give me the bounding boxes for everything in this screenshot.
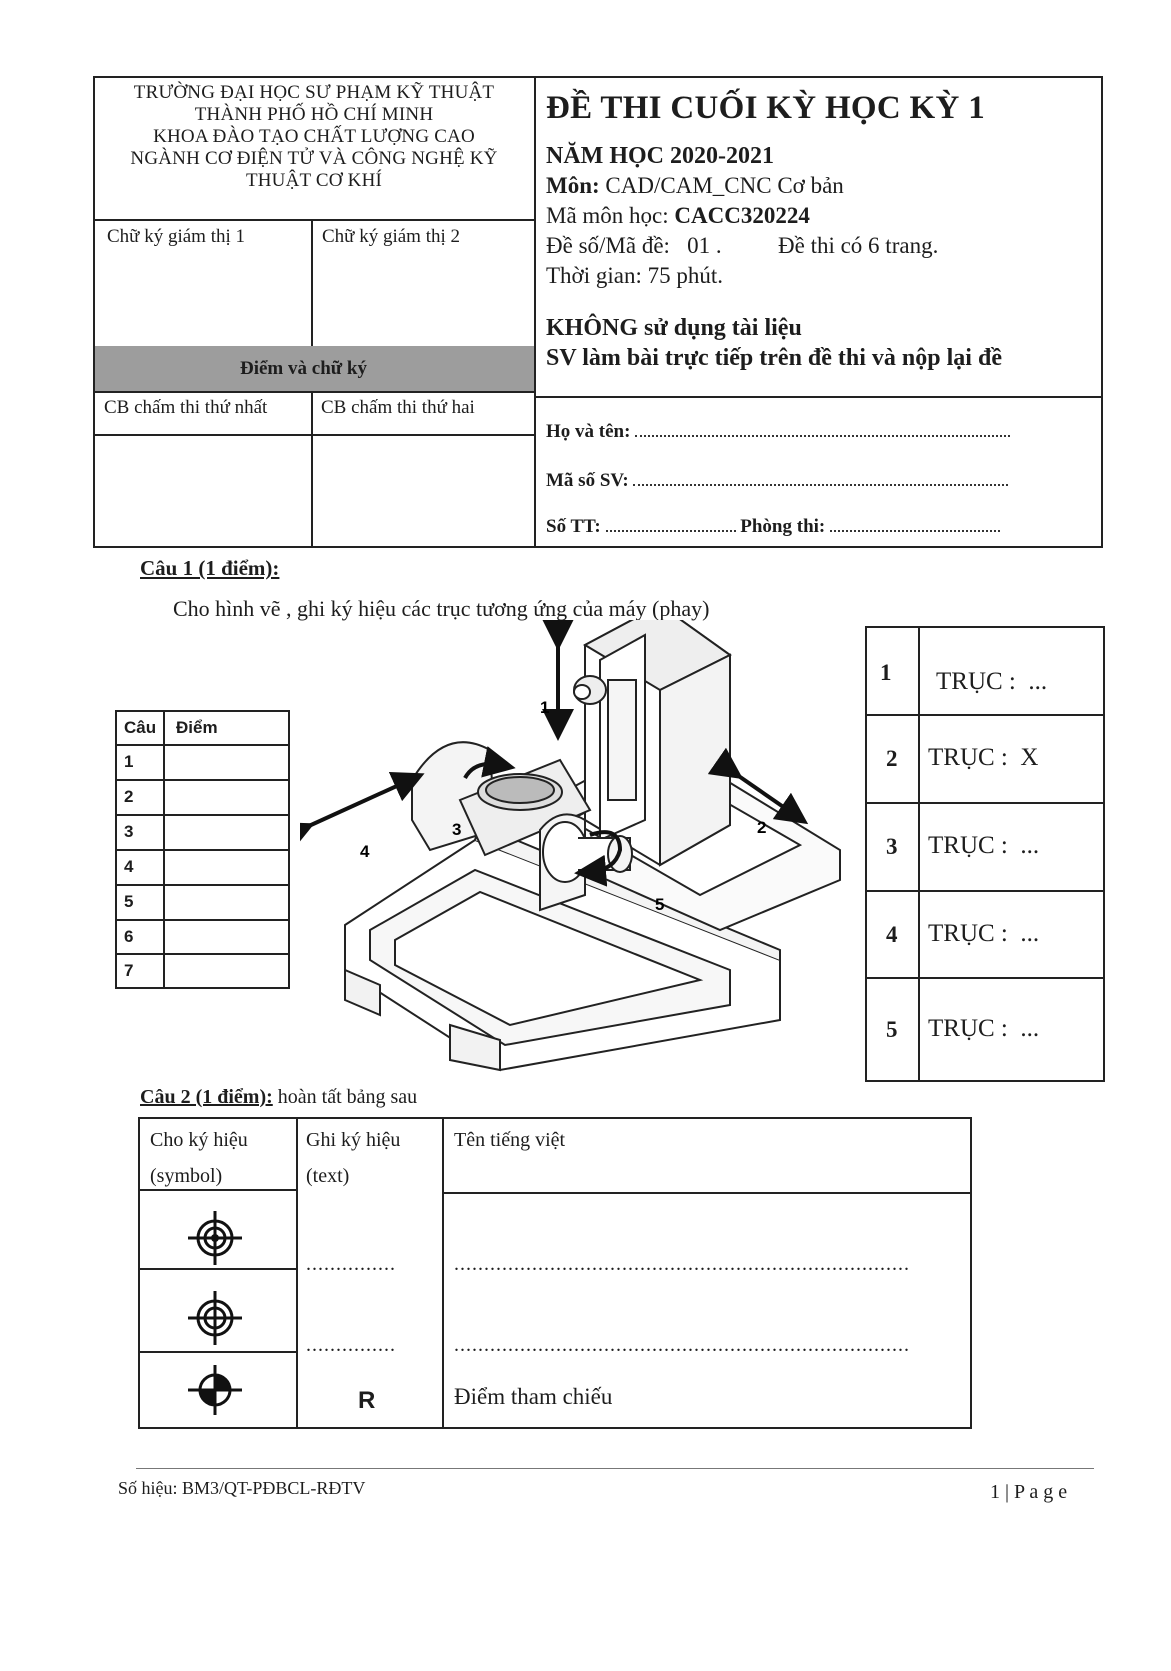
school-name-block — [100, 82, 528, 192]
student-name-label: Họ và tên: — [546, 421, 631, 442]
school-line: THÀNH PHỐ HỒ CHÍ MINH — [194, 104, 434, 125]
subject-label: Môn: — [546, 173, 600, 198]
duration: Thời gian: 75 phút. — [546, 263, 723, 288]
school-line: TRƯỜNG ĐẠI HỌC SƯ PHẠM KỸ THUẬT — [133, 82, 495, 103]
no-documents-note: KHÔNG sử dụng tài liệu — [546, 315, 802, 341]
footer-form-code: Số hiệu: BM3/QT-PĐBCL-RĐTV — [118, 1478, 366, 1498]
text-answer-field[interactable]: ............... — [306, 1253, 396, 1275]
order-field[interactable] — [606, 516, 736, 532]
subject-value: CAD/CAM_CNC Cơ bản — [605, 173, 844, 198]
score-row-label: 7 — [124, 961, 134, 980]
axis-row-number: 1 — [880, 660, 892, 685]
question2-title-rest: hoàn tất bảng sau — [272, 1086, 418, 1108]
room-label: Phòng thi: — [740, 516, 826, 537]
question1-title: Câu 1 (1 điểm): — [140, 556, 280, 580]
question1-prompt: Cho hình vẽ , ghi ký hiệu các trục tương ứng của máy (phay) — [173, 596, 710, 621]
workpiece-zero-icon — [180, 1283, 250, 1353]
axis-row-label: TRỤC : ... — [928, 920, 1040, 947]
question2-title-bold: Câu 2 (1 điểm): — [140, 1086, 273, 1108]
milling-machine-figure — [300, 620, 860, 1080]
axis-row-number: 4 — [886, 922, 898, 947]
major-line: THUẬT CƠ KHÍ — [245, 170, 383, 191]
footer-page-number: 1 | P a g e — [990, 1481, 1068, 1503]
proctor2-label: Chữ ký giám thị 2 — [322, 226, 461, 247]
col1-line1: Cho ký hiệu — [150, 1129, 248, 1151]
faculty-line: KHOA ĐÀO TẠO CHẤT LƯỢNG CAO — [153, 126, 475, 147]
score-row-label: 3 — [124, 822, 134, 841]
subject-line — [546, 173, 844, 199]
reference-point-icon — [180, 1360, 250, 1420]
student-name-field[interactable] — [635, 421, 1010, 437]
school-year: NĂM HỌC 2020-2021 — [546, 143, 774, 169]
axis-row-label: TRỤC : ... — [928, 1015, 1040, 1042]
reference-symbol-text: R — [358, 1387, 376, 1414]
axis-row-number: 5 — [886, 1017, 898, 1042]
name-answer-field[interactable]: ............................................................................ — [454, 1253, 910, 1275]
grader2-label: CB chấm thi thứ hai — [321, 397, 475, 418]
col1-line2: (symbol) — [150, 1165, 223, 1187]
col2-line1: Ghi ký hiệu — [306, 1129, 401, 1151]
course-code-value: CACC320224 — [674, 203, 810, 228]
machine-zero-icon — [180, 1203, 250, 1273]
fig-label-1: 1 — [540, 698, 550, 717]
course-code-label: Mã môn học: — [546, 203, 669, 228]
reference-point-name: Điểm tham chiếu — [454, 1384, 613, 1409]
footer-rule — [136, 1468, 1094, 1469]
col-given-symbol-header — [150, 1122, 248, 1194]
student-name-row[interactable] — [546, 421, 1010, 443]
score-row-label: 4 — [124, 857, 134, 876]
score-header-points: Điểm — [176, 718, 218, 737]
student-id-label: Mã số SV: — [546, 470, 629, 491]
axis-row-number: 3 — [886, 834, 898, 859]
score-row-label: 5 — [124, 892, 134, 911]
fig-label-3: 3 — [452, 820, 462, 839]
student-id-field[interactable] — [633, 470, 1008, 486]
fig-label-2: 2 — [757, 818, 767, 837]
page-count: Đề thi có 6 trang. — [778, 233, 939, 258]
major-line: NGÀNH CƠ ĐIỆN TỬ VÀ CÔNG NGHỆ KỸ — [130, 148, 498, 169]
score-header-question: Câu — [124, 718, 157, 737]
axis-row-number: 2 — [886, 746, 898, 771]
course-code-line — [546, 203, 810, 229]
room-field[interactable] — [830, 516, 1000, 532]
score-row-label: 1 — [124, 752, 134, 771]
col-vietnamese-name-header: Tên tiếng việt — [454, 1129, 566, 1151]
student-id-row[interactable] — [546, 470, 1008, 492]
exam-number: Đề số/Mã đề: 01 . — [546, 233, 722, 258]
name-answer-field[interactable]: ............................................................................ — [454, 1334, 910, 1356]
order-room-row[interactable] — [546, 516, 1000, 538]
col2-line2: (text) — [306, 1165, 350, 1187]
question2-title — [140, 1086, 417, 1109]
fig-label-5: 5 — [655, 895, 665, 914]
col-text-header — [306, 1122, 400, 1194]
instruction-note: SV làm bài trực tiếp trên đề thi và nộp lại đề — [546, 345, 1002, 371]
score-signature-label: Điểm và chữ ký — [240, 358, 367, 379]
score-row-label: 6 — [124, 927, 134, 946]
proctor1-label: Chữ ký giám thị 1 — [107, 226, 246, 247]
text-answer-field[interactable]: ............... — [306, 1334, 396, 1356]
score-row-label: 2 — [124, 787, 134, 806]
grader1-label: CB chấm thi thứ nhất — [104, 397, 268, 418]
fig-label-4: 4 — [360, 842, 370, 861]
axis-row-label: TRỤC : ... — [936, 668, 1048, 695]
axis-row-label: TRỤC : ... — [928, 832, 1040, 859]
exam-title: ĐỀ THI CUỐI KỲ HỌC KỲ 1 — [546, 90, 986, 126]
order-label: Số TT: — [546, 516, 601, 537]
axis-row-label: TRỤC : X — [928, 744, 1039, 771]
